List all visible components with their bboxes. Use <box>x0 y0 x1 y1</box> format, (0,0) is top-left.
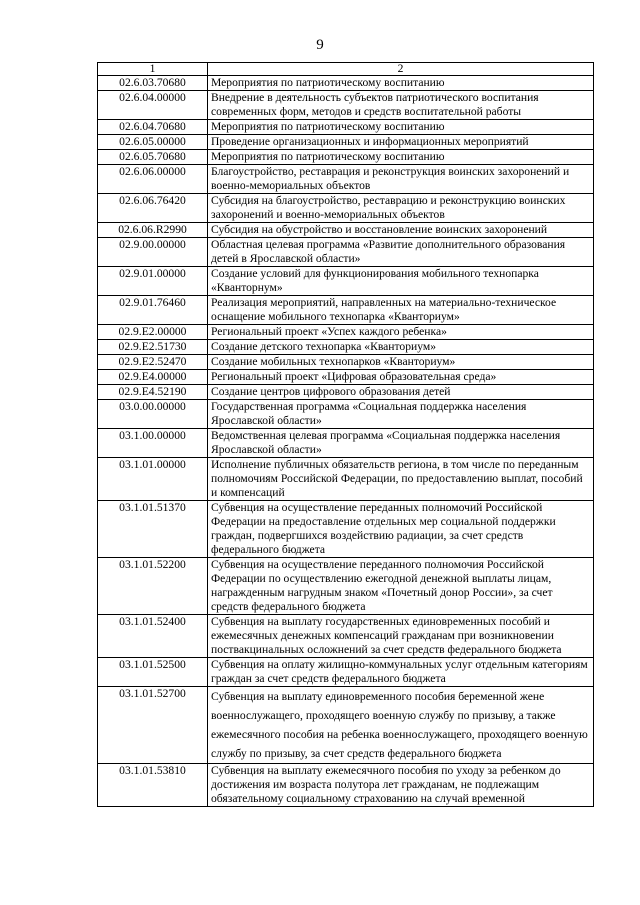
row-code: 02.6.05.00000 <box>98 135 208 150</box>
row-code: 02.6.06.00000 <box>98 165 208 194</box>
row-code: 02.9.01.00000 <box>98 267 208 296</box>
row-code: 03.1.01.51370 <box>98 501 208 558</box>
table-row <box>98 238 594 267</box>
row-name: Мероприятия по патриотическому воспитанию <box>208 76 594 91</box>
row-name: Субвенция на выплату государственных единовременных пособий и ежемесячных денежных компенсаций гражданам при возникновении поствакцинальных осложнений за счет средств федерального бюджета <box>208 615 594 658</box>
row-name: Региональный проект «Цифровая образовательная среда» <box>208 370 594 385</box>
row-code: 03.1.01.00000 <box>98 458 208 501</box>
row-code: 03.1.00.00000 <box>98 429 208 458</box>
table-header-row <box>98 63 594 76</box>
table-row <box>98 355 594 370</box>
row-code: 03.1.01.53810 <box>98 764 208 807</box>
row-code: 02.9.00.00000 <box>98 238 208 267</box>
row-name: Благоустройство, реставрация и реконструкция воинских захоронений и военно-мемориальных объектов <box>208 165 594 194</box>
page-number: 9 <box>316 37 324 53</box>
table-row <box>98 458 594 501</box>
column-header-code: 1 <box>98 63 208 76</box>
table-row <box>98 501 594 558</box>
row-name: Ведомственная целевая программа «Социальная поддержка населения Ярославской области» <box>208 429 594 458</box>
table-row <box>98 150 594 165</box>
row-code: 02.9.01.76460 <box>98 296 208 325</box>
row-name: Мероприятия по патриотическому воспитанию <box>208 150 594 165</box>
table-row <box>98 165 594 194</box>
table-row <box>98 658 594 687</box>
table-row <box>98 429 594 458</box>
table-row <box>98 223 594 238</box>
table-row <box>98 267 594 296</box>
column-header-name: 2 <box>208 63 594 76</box>
row-name: Субвенция на осуществление переданных полномочий Российской Федерации на предоставление отдельных мер социальной поддержки граждан, подвергшихся воздействию радиации, за счет средств федерального бюджета <box>208 501 594 558</box>
table-row <box>98 385 594 400</box>
row-name: Реализация мероприятий, направленных на материально-техническое оснащение мобильного технопарка «Кванториум» <box>208 296 594 325</box>
row-code: 02.6.04.00000 <box>98 91 208 120</box>
table-row <box>98 370 594 385</box>
row-code: 02.6.03.70680 <box>98 76 208 91</box>
table-row <box>98 120 594 135</box>
table-row <box>98 91 594 120</box>
row-code: 03.1.01.52700 <box>98 687 208 764</box>
row-code: 02.9.E4.00000 <box>98 370 208 385</box>
table-row <box>98 135 594 150</box>
row-code: 03.0.00.00000 <box>98 400 208 429</box>
row-name: Субвенция на выплату ежемесячного пособия по уходу за ребенком до достижения им возраста полутора лет гражданам, не подлежащим обязательному социальному страхованию на случай временной <box>208 764 594 807</box>
table-row <box>98 558 594 615</box>
row-name: Субвенция на оплату жилищно-коммунальных услуг отдельным категориям граждан за счет средств федерального бюджета <box>208 658 594 687</box>
row-code: 02.9.E2.51730 <box>98 340 208 355</box>
row-code: 02.9.E2.52470 <box>98 355 208 370</box>
table-row <box>98 76 594 91</box>
row-name: Проведение организационных и информационных мероприятий <box>208 135 594 150</box>
row-name: Государственная программа «Социальная поддержка населения Ярославской области» <box>208 400 594 429</box>
row-code: 03.1.01.52500 <box>98 658 208 687</box>
table-row <box>98 296 594 325</box>
table-row <box>98 615 594 658</box>
table-row <box>98 687 594 764</box>
table-row <box>98 400 594 429</box>
row-name: Создание условий для функционирования мобильного технопарка «Кванторнум» <box>208 267 594 296</box>
row-name: Мероприятия по патриотическому воспитанию <box>208 120 594 135</box>
row-name: Внедрение в деятельность субъектов патриотического воспитания современных форм, методов и средств воспитательной работы <box>208 91 594 120</box>
row-code: 03.1.01.52400 <box>98 615 208 658</box>
row-code: 02.6.06.76420 <box>98 194 208 223</box>
row-code: 02.6.05.70680 <box>98 150 208 165</box>
row-name: Создание детского технопарка «Кванториум» <box>208 340 594 355</box>
row-name: Субвенция на выплату единовременного пособия беременной жене военнослужащего, проходящего военную службу по призыву, а также ежемесячного пособия на ребенка военнослужащего, проходящего военную службу по призыву, за счет средств федерального бюджета <box>208 687 594 764</box>
row-code: 02.6.06.R2990 <box>98 223 208 238</box>
row-name: Субсидия на благоустройство, реставрацию и реконструкцию воинских захоронений и военно-мемориальных объектов <box>208 194 594 223</box>
row-name: Субсидия на обустройство и восстановление воинских захоронений <box>208 223 594 238</box>
budget-classification-table <box>97 62 594 807</box>
row-name: Создание мобильных технопарков «Кванториум» <box>208 355 594 370</box>
table-row <box>98 194 594 223</box>
table-row <box>98 340 594 355</box>
row-name: Региональный проект «Успех каждого ребенка» <box>208 325 594 340</box>
row-name: Областная целевая программа «Развитие дополнительного образования детей в Ярославской области» <box>208 238 594 267</box>
row-name: Создание центров цифрового образования детей <box>208 385 594 400</box>
table-row <box>98 764 594 807</box>
row-code: 02.9.E4.52190 <box>98 385 208 400</box>
row-name: Субвенция на осуществление переданного полномочия Российской Федерации по осуществлению ежегодной денежной выплаты лицам, награжденным нагрудным знаком «Почетный донор России», за счет средств федерального бюджета <box>208 558 594 615</box>
row-code: 03.1.01.52200 <box>98 558 208 615</box>
row-code: 02.6.04.70680 <box>98 120 208 135</box>
row-name: Исполнение публичных обязательств региона, в том числе по переданным полномочиям Российской Федерации, по предоставлению выплат, пособий и компенсаций <box>208 458 594 501</box>
row-code: 02.9.E2.00000 <box>98 325 208 340</box>
table-row <box>98 325 594 340</box>
